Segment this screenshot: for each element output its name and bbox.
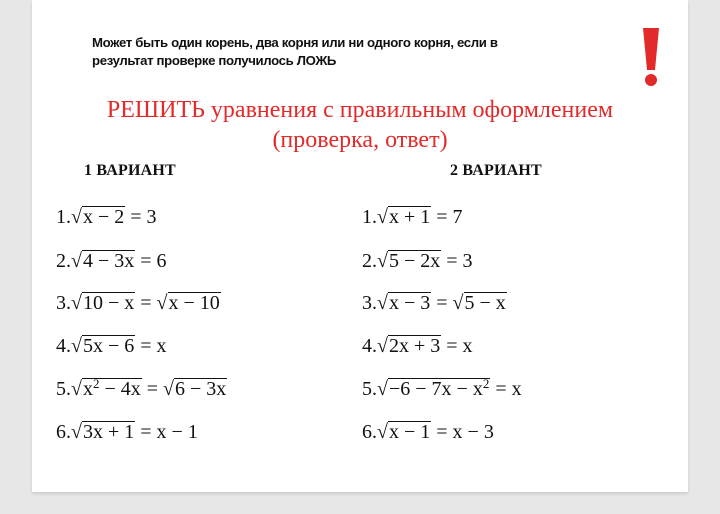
equation-v2-4: 4.√2x + 3 = x: [362, 335, 473, 357]
variant-2-heading: 2 ВАРИАНТ: [450, 162, 542, 179]
radicand: 5x − 6: [82, 335, 135, 357]
equation-number: 2.: [56, 250, 71, 272]
radicand: $-6 - 7x - x^2$: [388, 376, 490, 400]
equation-rhs: = 6: [135, 250, 167, 272]
equation-number: 5.: [56, 378, 71, 400]
equation-number: 4.: [362, 335, 377, 357]
equation-rhs: = x: [135, 335, 167, 357]
equation-v2-2: 2.√5 − 2x = 3: [362, 250, 473, 272]
equation-number: 5.: [362, 378, 377, 400]
equation-rhs: = 3: [441, 250, 473, 272]
equation-v2-1: 1.√x + 1 = 7: [362, 206, 463, 228]
task-subtitle: (проверка, ответ): [272, 127, 448, 153]
equation-v1-1: 1.√x − 2 = 3: [56, 206, 157, 228]
radicand: x + 1: [388, 206, 431, 228]
equation-rhs: = x − 1: [135, 421, 198, 443]
radicand: 6 − 3x: [175, 378, 227, 400]
radicand: 5 − x: [464, 292, 506, 314]
note-text: [92, 34, 592, 70]
equation-v2-3: 3.√x − 3 = √5 − x: [362, 292, 506, 314]
worksheet-page: [32, 0, 688, 492]
equation-number: 1.: [56, 206, 71, 228]
equation-number: 3.: [56, 292, 71, 314]
equation-number: 2.: [362, 250, 377, 272]
equation-number: 6.: [56, 421, 71, 443]
radicand: 4 − 3x: [82, 250, 135, 272]
equation-v1-5: $5.√x^2 - 4x = √6 - 3x$: [56, 376, 227, 400]
equation-v1-4: 4.√5x − 6 = x: [56, 335, 167, 357]
radicand: 10 − x: [82, 292, 135, 314]
equation-rhs: = x: [490, 378, 522, 400]
equation-v1-3: 3.√10 − x = √x − 10: [56, 292, 220, 314]
radicand: $x^2 - 4x$: [82, 376, 141, 400]
equation-number: 6.: [362, 421, 377, 443]
equation-rhs: = 3: [125, 206, 157, 228]
equation-rhs: = 7: [431, 206, 463, 228]
equation-equals: =: [141, 378, 164, 400]
equation-rhs: = x: [441, 335, 473, 357]
radicand: x − 1: [388, 421, 431, 443]
equation-number: 3.: [362, 292, 377, 314]
radicand: 5 − 2x: [388, 250, 441, 272]
radicand: x − 2: [82, 206, 125, 228]
equation-equals: =: [431, 292, 453, 314]
radicand: 2x + 3: [388, 335, 441, 357]
radicand: x − 10: [168, 292, 220, 314]
note-line-1: Может быть один корень, два корня или ни одного корня, если в: [92, 35, 498, 50]
equation-v2-5: $5.√-6 - 7x - x^2 = x$: [362, 376, 522, 400]
task-title: РЕШИТЬ уравнения с правильным оформлением: [106, 97, 614, 123]
exclamation-icon: [640, 26, 662, 88]
equation-v1-2: 2.√4 − 3x = 6: [56, 250, 167, 272]
radicand: 3x + 1: [82, 421, 135, 443]
equation-number: 1.: [362, 206, 377, 228]
variant-1-heading: 1 ВАРИАНТ: [84, 162, 176, 179]
equation-v2-6: 6.√x − 1 = x − 3: [362, 421, 494, 443]
radicand: x − 3: [388, 292, 431, 314]
equation-v1-6: 6.√3x + 1 = x − 1: [56, 421, 198, 443]
equation-equals: =: [135, 292, 157, 314]
note-line-2: результат проверке получилось ЛОЖЬ: [92, 53, 337, 68]
equation-number: 4.: [56, 335, 71, 357]
equation-rhs: = x − 3: [431, 421, 494, 443]
